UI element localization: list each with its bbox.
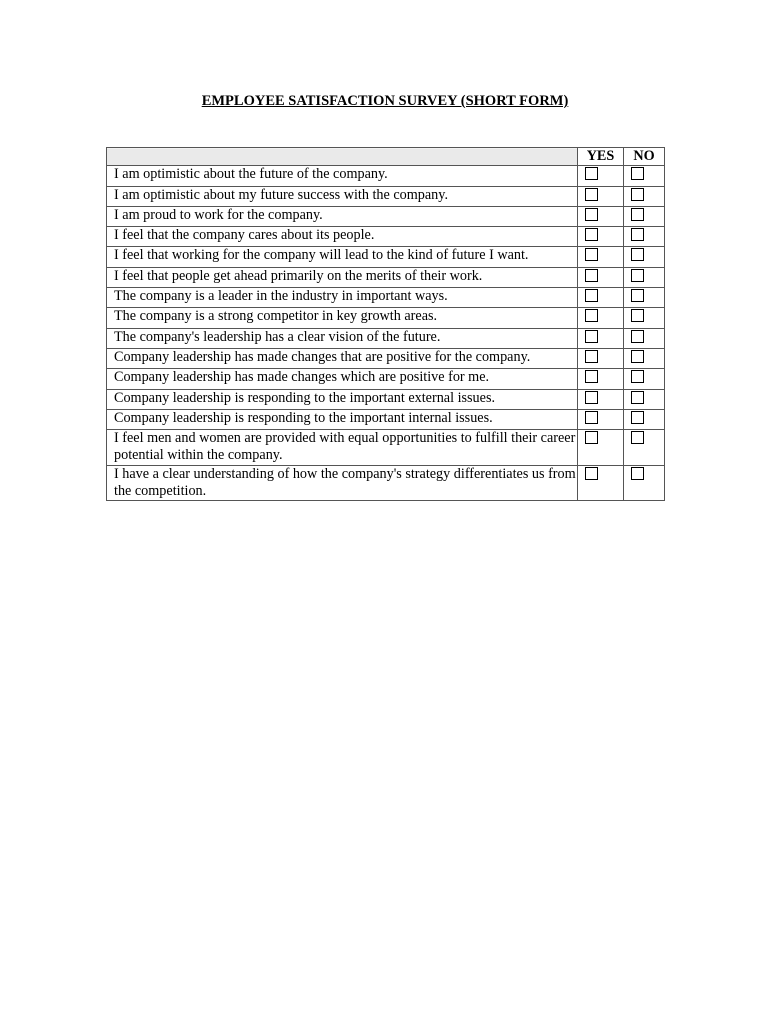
- yes-checkbox[interactable]: [585, 391, 598, 404]
- yes-checkbox[interactable]: [585, 467, 598, 480]
- no-cell: [624, 247, 665, 267]
- question-text: Company leadership is responding to the important internal issues.: [107, 409, 578, 429]
- no-checkbox[interactable]: [631, 248, 644, 261]
- no-checkbox[interactable]: [631, 208, 644, 221]
- table-row: [107, 369, 665, 389]
- question-text: The company's leadership has a clear vision of the future.: [107, 328, 578, 348]
- no-checkbox[interactable]: [631, 411, 644, 424]
- yes-checkbox[interactable]: [585, 188, 598, 201]
- table-row: [107, 430, 665, 466]
- question-text: I am optimistic about my future success with the company.: [107, 186, 578, 206]
- no-checkbox[interactable]: [631, 228, 644, 241]
- table-row: [107, 166, 665, 186]
- no-checkbox[interactable]: [631, 269, 644, 282]
- yes-checkbox[interactable]: [585, 309, 598, 322]
- question-text: I am optimistic about the future of the company.: [107, 166, 578, 186]
- no-checkbox[interactable]: [631, 370, 644, 383]
- no-cell: [624, 166, 665, 186]
- no-checkbox[interactable]: [631, 467, 644, 480]
- yes-cell: [578, 369, 624, 389]
- yes-cell: [578, 328, 624, 348]
- yes-checkbox[interactable]: [585, 228, 598, 241]
- question-header-cell: [107, 148, 578, 166]
- table-row: [107, 267, 665, 287]
- no-cell: [624, 267, 665, 287]
- yes-checkbox[interactable]: [585, 167, 598, 180]
- question-text: I am proud to work for the company.: [107, 206, 578, 226]
- yes-cell: [578, 465, 624, 501]
- yes-cell: [578, 430, 624, 466]
- no-cell: [624, 308, 665, 328]
- question-text: I feel men and women are provided with equal opportunities to fulfill their career potential within the company.: [107, 430, 578, 466]
- no-cell: [624, 288, 665, 308]
- yes-checkbox[interactable]: [585, 269, 598, 282]
- no-cell: [624, 465, 665, 501]
- yes-cell: [578, 267, 624, 287]
- question-text: Company leadership has made changes which are positive for me.: [107, 369, 578, 389]
- no-checkbox[interactable]: [631, 330, 644, 343]
- yes-checkbox[interactable]: [585, 411, 598, 424]
- no-cell: [624, 227, 665, 247]
- question-text: I feel that the company cares about its people.: [107, 227, 578, 247]
- no-cell: [624, 206, 665, 226]
- no-checkbox[interactable]: [631, 188, 644, 201]
- table-row: [107, 328, 665, 348]
- yes-checkbox[interactable]: [585, 350, 598, 363]
- no-cell: [624, 389, 665, 409]
- table-row: [107, 308, 665, 328]
- no-cell: [624, 186, 665, 206]
- yes-cell: [578, 288, 624, 308]
- yes-cell: [578, 348, 624, 368]
- no-column-header: NO: [624, 148, 665, 166]
- yes-checkbox[interactable]: [585, 289, 598, 302]
- table-row: [107, 389, 665, 409]
- yes-checkbox[interactable]: [585, 248, 598, 261]
- yes-cell: [578, 166, 624, 186]
- no-cell: [624, 348, 665, 368]
- no-cell: [624, 409, 665, 429]
- table-row: [107, 409, 665, 429]
- table-row: [107, 247, 665, 267]
- question-text: The company is a strong competitor in key growth areas.: [107, 308, 578, 328]
- yes-cell: [578, 247, 624, 267]
- yes-cell: [578, 389, 624, 409]
- table-row: [107, 348, 665, 368]
- question-text: I feel that people get ahead primarily on the merits of their work.: [107, 267, 578, 287]
- survey-body: [107, 166, 665, 501]
- yes-cell: [578, 308, 624, 328]
- yes-cell: [578, 206, 624, 226]
- table-row: [107, 206, 665, 226]
- question-text: I feel that working for the company will lead to the kind of future I want.: [107, 247, 578, 267]
- no-checkbox[interactable]: [631, 309, 644, 322]
- survey-table: [106, 147, 665, 501]
- table-row: [107, 288, 665, 308]
- yes-checkbox[interactable]: [585, 208, 598, 221]
- question-text: Company leadership has made changes that are positive for the company.: [107, 348, 578, 368]
- no-cell: [624, 369, 665, 389]
- no-cell: [624, 328, 665, 348]
- table-header-row: [107, 148, 665, 166]
- table-row: [107, 227, 665, 247]
- no-checkbox[interactable]: [631, 289, 644, 302]
- no-checkbox[interactable]: [631, 350, 644, 363]
- yes-checkbox[interactable]: [585, 370, 598, 383]
- no-checkbox[interactable]: [631, 431, 644, 444]
- table-row: [107, 186, 665, 206]
- table-row: [107, 465, 665, 501]
- yes-checkbox[interactable]: [585, 431, 598, 444]
- yes-checkbox[interactable]: [585, 330, 598, 343]
- no-cell: [624, 430, 665, 466]
- document-title: EMPLOYEE SATISFACTION SURVEY (SHORT FORM): [201, 93, 569, 109]
- yes-cell: [578, 409, 624, 429]
- question-text: Company leadership is responding to the important external issues.: [107, 389, 578, 409]
- no-checkbox[interactable]: [631, 167, 644, 180]
- yes-column-header: YES: [578, 148, 624, 166]
- yes-cell: [578, 186, 624, 206]
- no-checkbox[interactable]: [631, 391, 644, 404]
- question-text: The company is a leader in the industry in important ways.: [107, 288, 578, 308]
- question-text: I have a clear understanding of how the company's strategy differentiates us from the competition.: [107, 465, 578, 501]
- yes-cell: [578, 227, 624, 247]
